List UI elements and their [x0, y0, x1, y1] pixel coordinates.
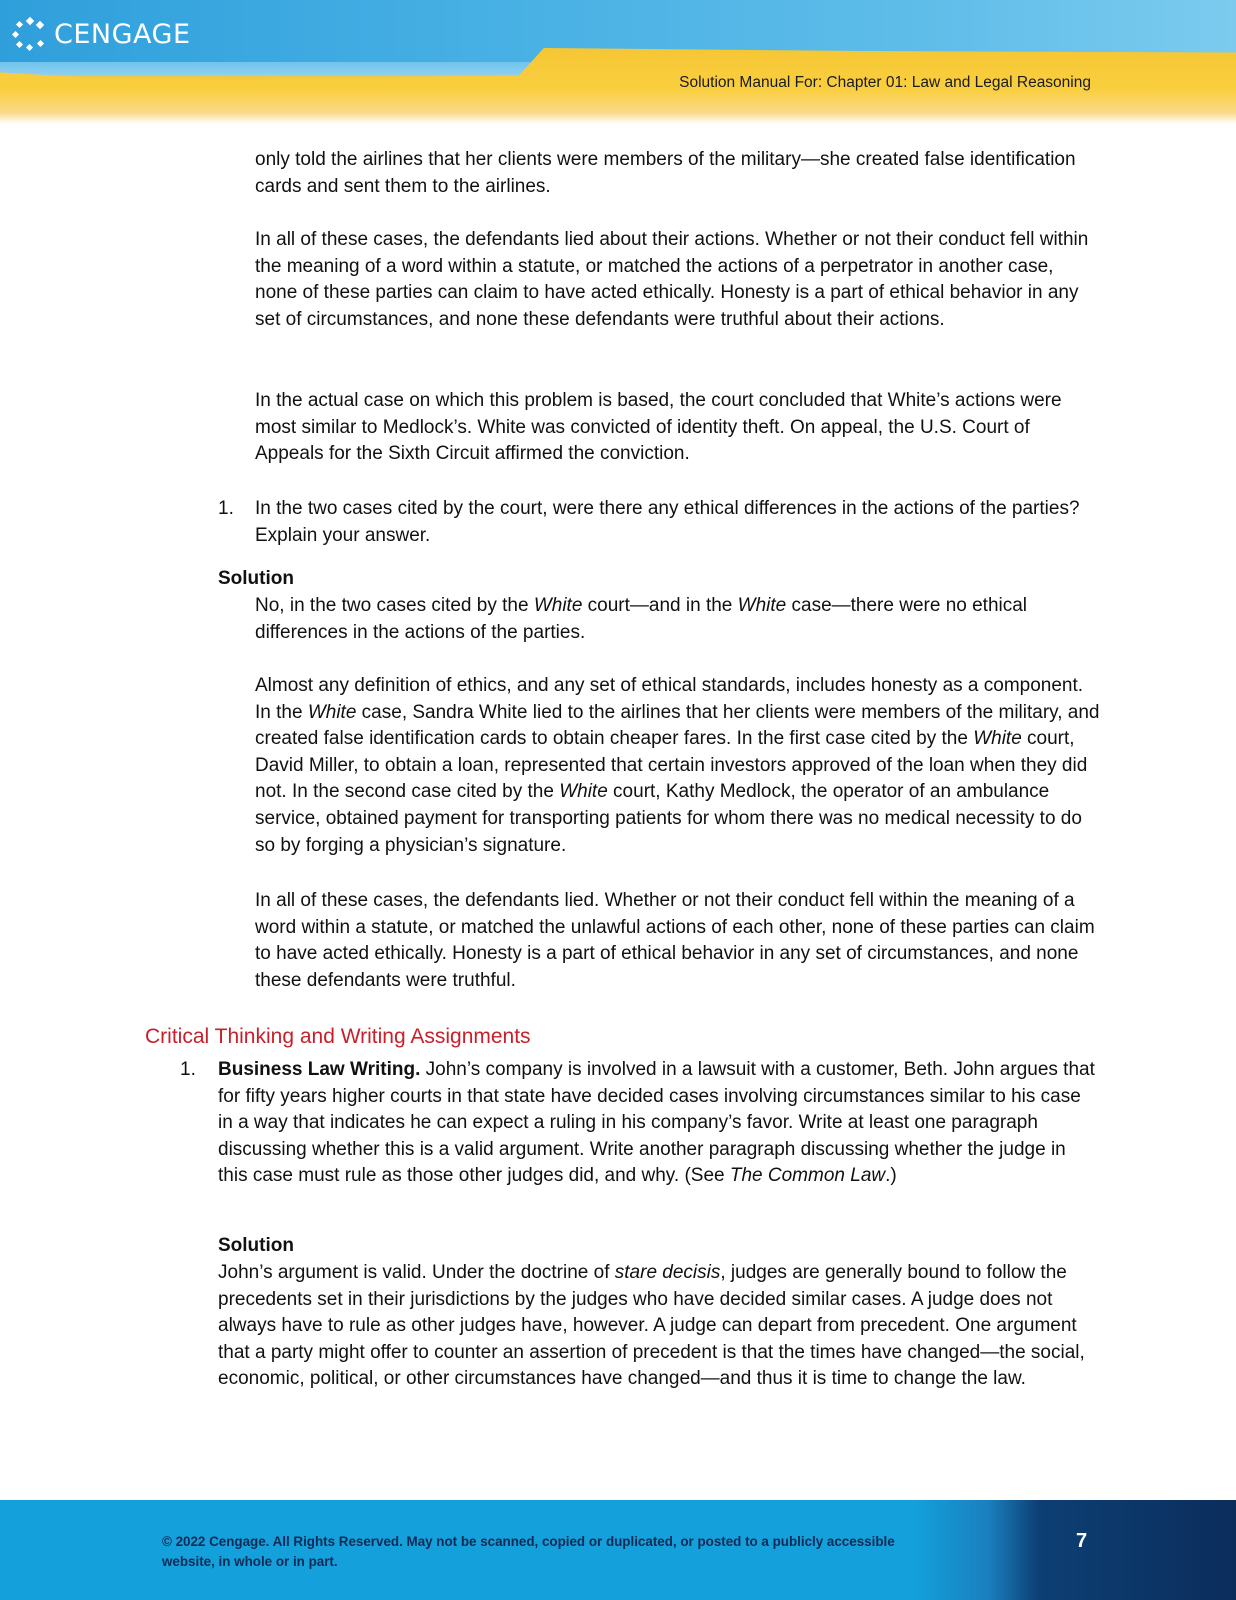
brand-name: CENGAGE [54, 18, 191, 50]
solution-heading: Solution [218, 568, 294, 589]
cengage-logo [12, 16, 191, 52]
question-number: 1. [218, 498, 234, 519]
paragraph-actual-case: In the actual case on which this problem is based, the court concluded that White’s actions were most similar to Medlock’s. White was convicted of identity theft. On appeal, the U.S. Court of Appeals for the Sixth Circuit affirmed the conviction. [255, 390, 1062, 465]
copyright-notice: © 2022 Cengage. All Rights Reserved. May not be scanned, copied or duplicated, or posted to a publicly accessible website, in whole or in part. [162, 1534, 895, 1569]
assignment-text: Business Law Writing. John’s company is involved in a lawsuit with a customer, Beth. John argues that for fifty years higher courts in that state have decided cases involving circumstances similar to his case in a way that indicates he can expect a ruling in his company’s favor. Write at least one paragraph discussing whether this is a valid argument. Write another paragraph discussing whether the judge in this case must rule as those other judges did, and why. (See The Common Law.) [218, 1059, 1095, 1187]
paragraph-all-cases: In all of these cases, the defendants lied about their actions. Whether or not their conduct fell within the meaning of a word within a statute, or matched the actions of a perpetrator in another case, none of these parties can claim to have acted ethically. Honesty is a part of ethical behavior in any set of circumstances, and none these defendants were truthful about their actions. [255, 229, 1089, 330]
solution-heading-2: Solution [218, 1235, 294, 1256]
cengage-logo-icon [12, 16, 48, 52]
solution-2-paragraph: John’s argument is valid. Under the doctrine of stare decisis, judges are generally bound to follow the precedents set in their jurisdictions by the judges who have decided similar cases. A judge does not always have to rule as other judges have, however. A judge can depart from precedent. One argument that a party might offer to counter an assertion of precedent is that the times have changed—the social, economic, political, or other circumstances have changed—and thus it is time to change the law. [218, 1262, 1085, 1390]
question-text: In the two cases cited by the court, were there any ethical differences in the actions of the parties? Explain your answer. [255, 498, 1080, 546]
section-heading: Critical Thinking and Writing Assignments [145, 1025, 531, 1048]
page-footer [0, 1500, 1236, 1600]
solution-paragraph-3: In all of these cases, the defendants lied. Whether or not their conduct fell within the meaning of a word within a statute, or matched the unlawful actions of each other, none of these parties can claim to have acted ethically. Honesty is a part of ethical behavior in any set of circumstances, and none these defendants were truthful. [255, 890, 1095, 991]
document-title: Solution Manual For: Chapter 01: Law and Legal Reasoning [679, 74, 1091, 91]
assignment-number: 1. [180, 1059, 196, 1080]
paragraph-continuation: only told the airlines that her clients were members of the military—she created false identification cards and sent them to the airlines. [255, 149, 1076, 197]
solution-paragraph-1: No, in the two cases cited by the White court—and in the White case—there were no ethical differences in the actions of the parties. [255, 595, 1028, 643]
page-header [0, 0, 1236, 124]
solution-paragraph-2: Almost any definition of ethics, and any set of ethical standards, includes honesty as a component. In the White case, Sandra White lied to the airlines that her clients were members of the military, and created false identification cards to obtain cheaper fares. In the first case cited by the White court, David Miller, to obtain a loan, represented that certain investors approved of the loan when they did not. In the second case cited by the White court, Kathy Medlock, the operator of an ambulance service, obtained payment for transporting patients for whom there was no medical necessity to do so by forging a physician’s signature. [255, 675, 1100, 856]
page-number: 7 [1076, 1530, 1088, 1552]
